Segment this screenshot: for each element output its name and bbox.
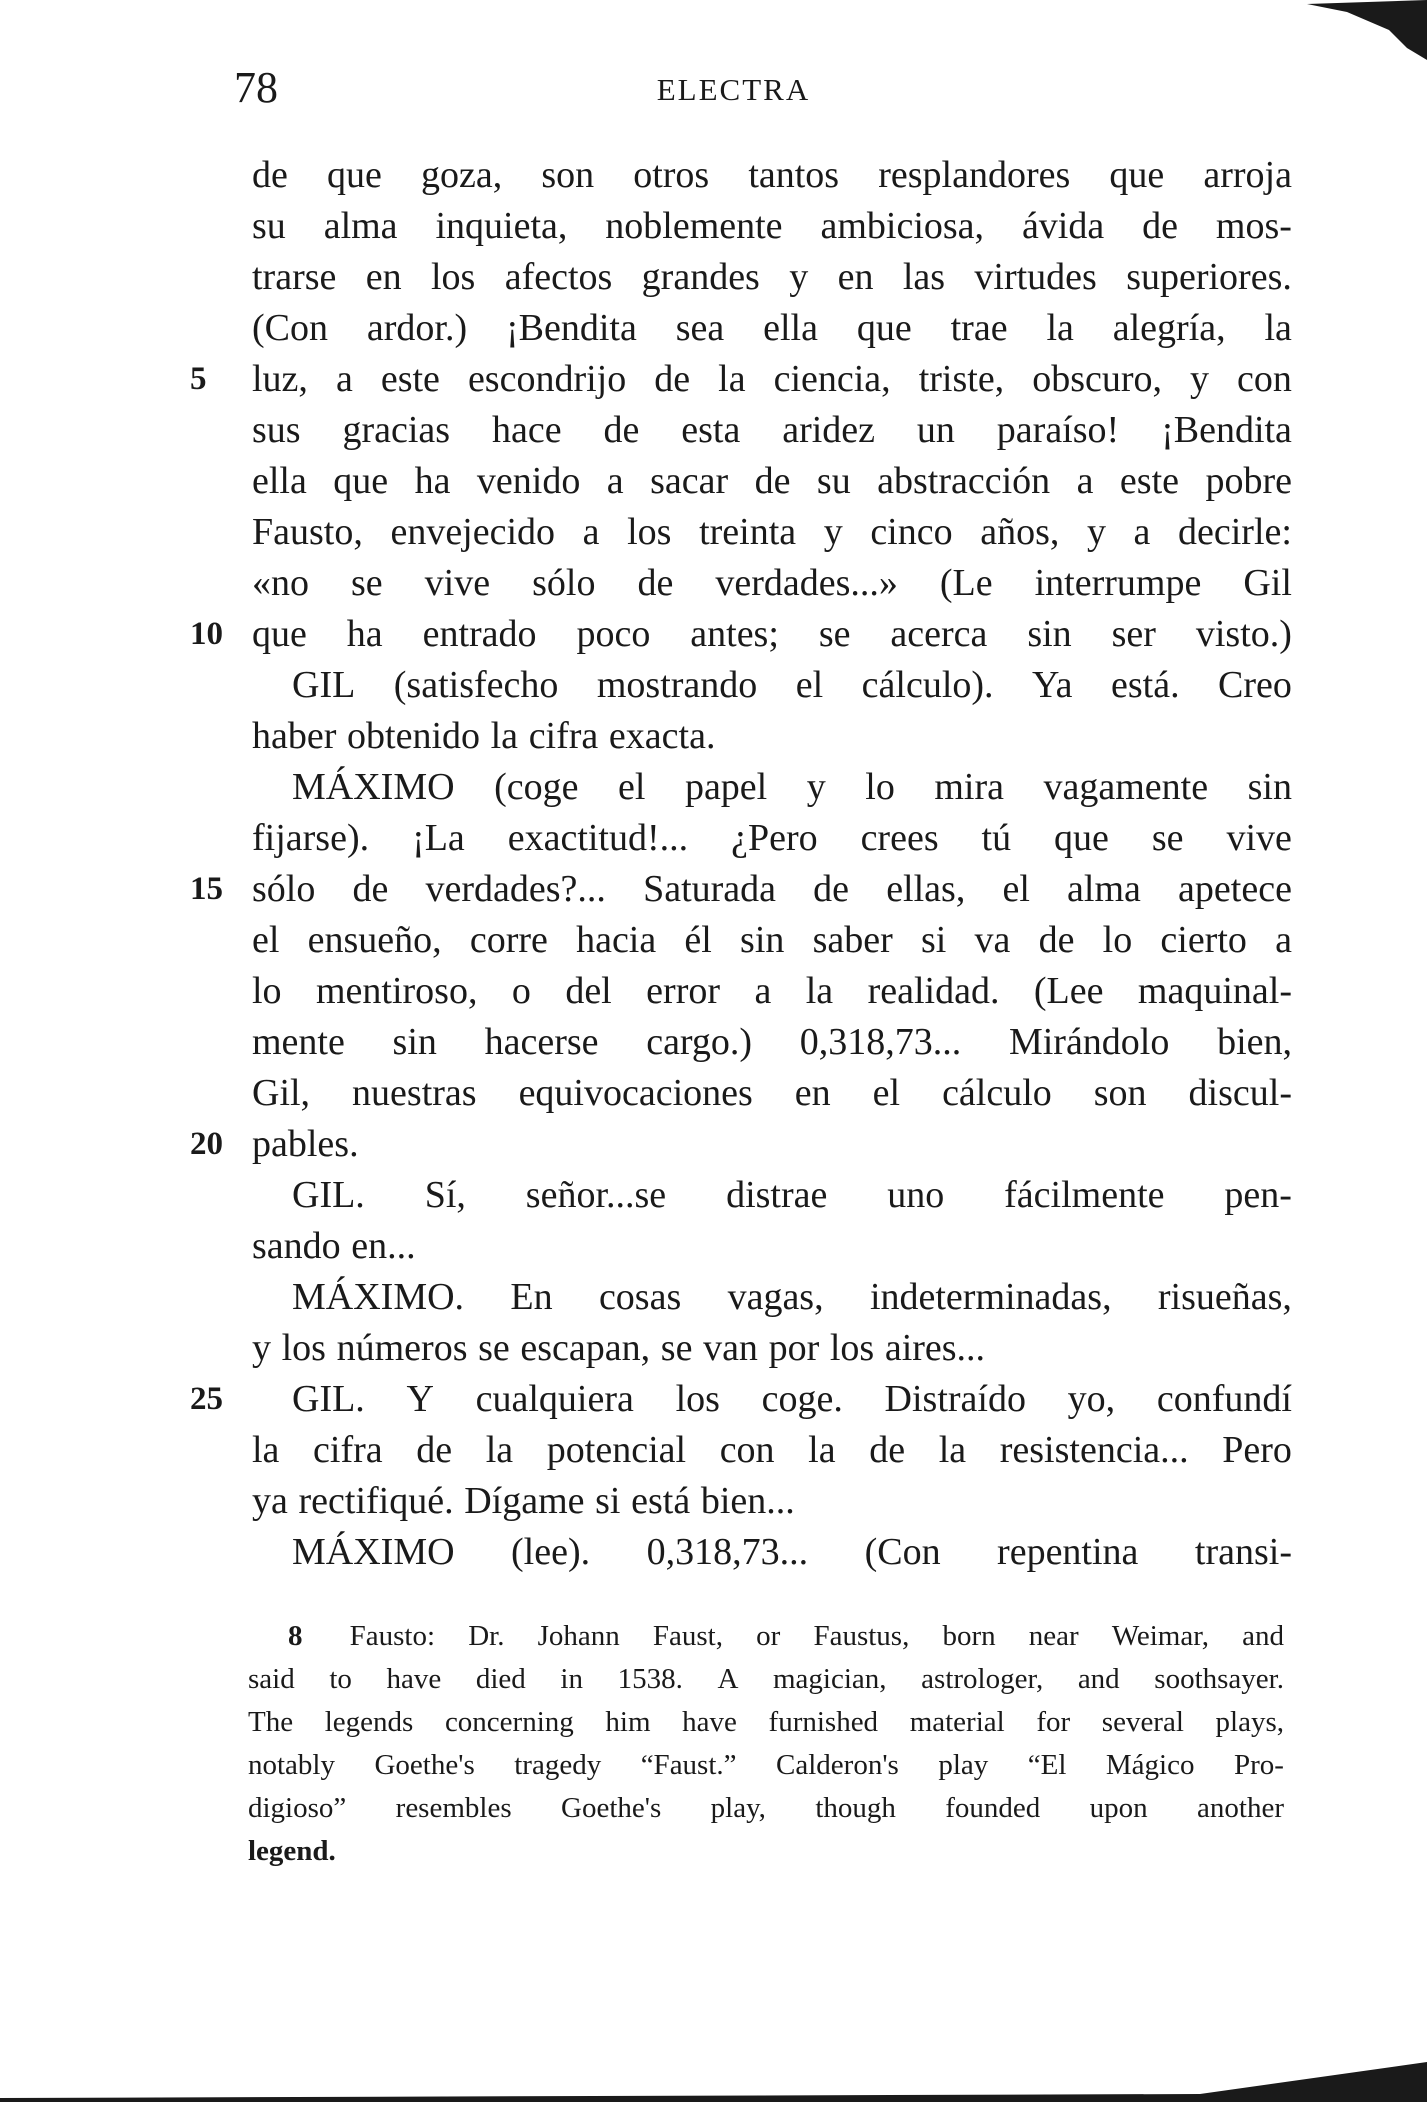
text-line: GIL (satisfecho mostrando el cálculo). Ya está. Creo xyxy=(292,664,1292,706)
scan-edge-mark xyxy=(1307,0,1427,60)
line-number: 5 xyxy=(190,361,207,397)
text-line: el ensueño, corre hacia él sin saber si va de lo cierto a xyxy=(252,919,1292,961)
line-number: 15 xyxy=(190,871,223,907)
text-line: ya rectifiqué. Dígame si está bien... xyxy=(252,1480,795,1522)
line-number: 10 xyxy=(190,616,223,652)
footnote-line: legend. xyxy=(248,1835,336,1867)
page-number: 78 xyxy=(234,63,278,112)
text-line: «no se vive sólo de verdades...» (Le interrumpe Gil xyxy=(252,562,1292,604)
text-line: 15 sólo de verdades?... Saturada de ellas, el alma apetece xyxy=(252,864,1292,915)
scan-bottom-edge xyxy=(0,2042,1427,2102)
text-line: (Con ardor.) ¡Bendita sea ella que trae la alegría, la xyxy=(252,307,1292,349)
text-line: y los números se escapan, se van por los aires... xyxy=(252,1327,986,1369)
text-line: MÁXIMO. En cosas vagas, indeterminadas, risueñas, xyxy=(292,1276,1292,1318)
text-line: Fausto, envejecido a los treinta y cinco años, y a decirle: xyxy=(252,511,1292,553)
text-line: lo mentiroso, o del error a la realidad. (Lee maquinal- xyxy=(252,970,1292,1012)
text-line: GIL. Sí, señor...se distrae uno fácilmente pen- xyxy=(292,1174,1292,1216)
line-number: 25 xyxy=(190,1381,223,1417)
text-line: 20 pables. xyxy=(252,1119,1292,1170)
text-line: sus gracias hace de esta aridez un paraíso! ¡Bendita xyxy=(252,409,1292,451)
text-line: la cifra de la potencial con la de la resistencia... Pero xyxy=(252,1429,1292,1471)
text-line: MÁXIMO (lee). 0,318,73... (Con repentina transi- xyxy=(292,1531,1292,1573)
text-line: 5 luz, a este escondrijo de la ciencia, triste, obscuro, y con xyxy=(252,354,1292,405)
text-line: haber obtenido la cifra exacta. xyxy=(252,715,716,757)
text-line: mente sin hacerse cargo.) 0,318,73... Mirándolo bien, xyxy=(252,1021,1292,1063)
line-number: 20 xyxy=(190,1126,223,1162)
text-line: fijarse). ¡La exactitud!... ¿Pero crees tú que se vive xyxy=(252,817,1292,859)
text-line: 10 que ha entrado poco antes; se acerca sin ser visto.) xyxy=(252,609,1292,660)
text-line: sando en... xyxy=(252,1225,416,1267)
text-line: ella que ha venido a sacar de su abstracción a este pobre xyxy=(252,460,1292,502)
body-text xyxy=(190,150,1292,1578)
footnote-number: 8 xyxy=(288,1620,303,1652)
footnote-line: said to have died in 1538. A magician, astrologer, and soothsayer. xyxy=(248,1663,1284,1695)
text-line: trarse en los afectos grandes y en las virtudes superiores. xyxy=(252,256,1292,298)
footnote-line: 8 Fausto: Dr. Johann Faust, or Faustus, born near Weimar, and xyxy=(248,1615,1284,1658)
footnote xyxy=(248,1615,1284,1873)
running-head: ELECTRA xyxy=(656,72,811,107)
text-line: Gil, nuestras equivocaciones en el cálculo son discul- xyxy=(252,1072,1292,1114)
text-line: 25 GIL. Y cualquiera los coge. Distraído yo, confundí xyxy=(252,1374,1292,1425)
footnote-line: digioso” resembles Goethe's play, though founded upon another xyxy=(248,1792,1284,1824)
footnote-line: The legends concerning him have furnished material for several plays, xyxy=(248,1706,1284,1738)
text-line: de que goza, son otros tantos resplandores que arroja xyxy=(252,154,1292,196)
footnote-line: notably Goethe's tragedy “Faust.” Calderon's play “El Mágico Pro- xyxy=(248,1749,1284,1781)
text-line: MÁXIMO (coge el papel y lo mira vagamente sin xyxy=(292,766,1292,808)
text-line: su alma inquieta, noblemente ambiciosa, ávida de mos- xyxy=(252,205,1292,247)
